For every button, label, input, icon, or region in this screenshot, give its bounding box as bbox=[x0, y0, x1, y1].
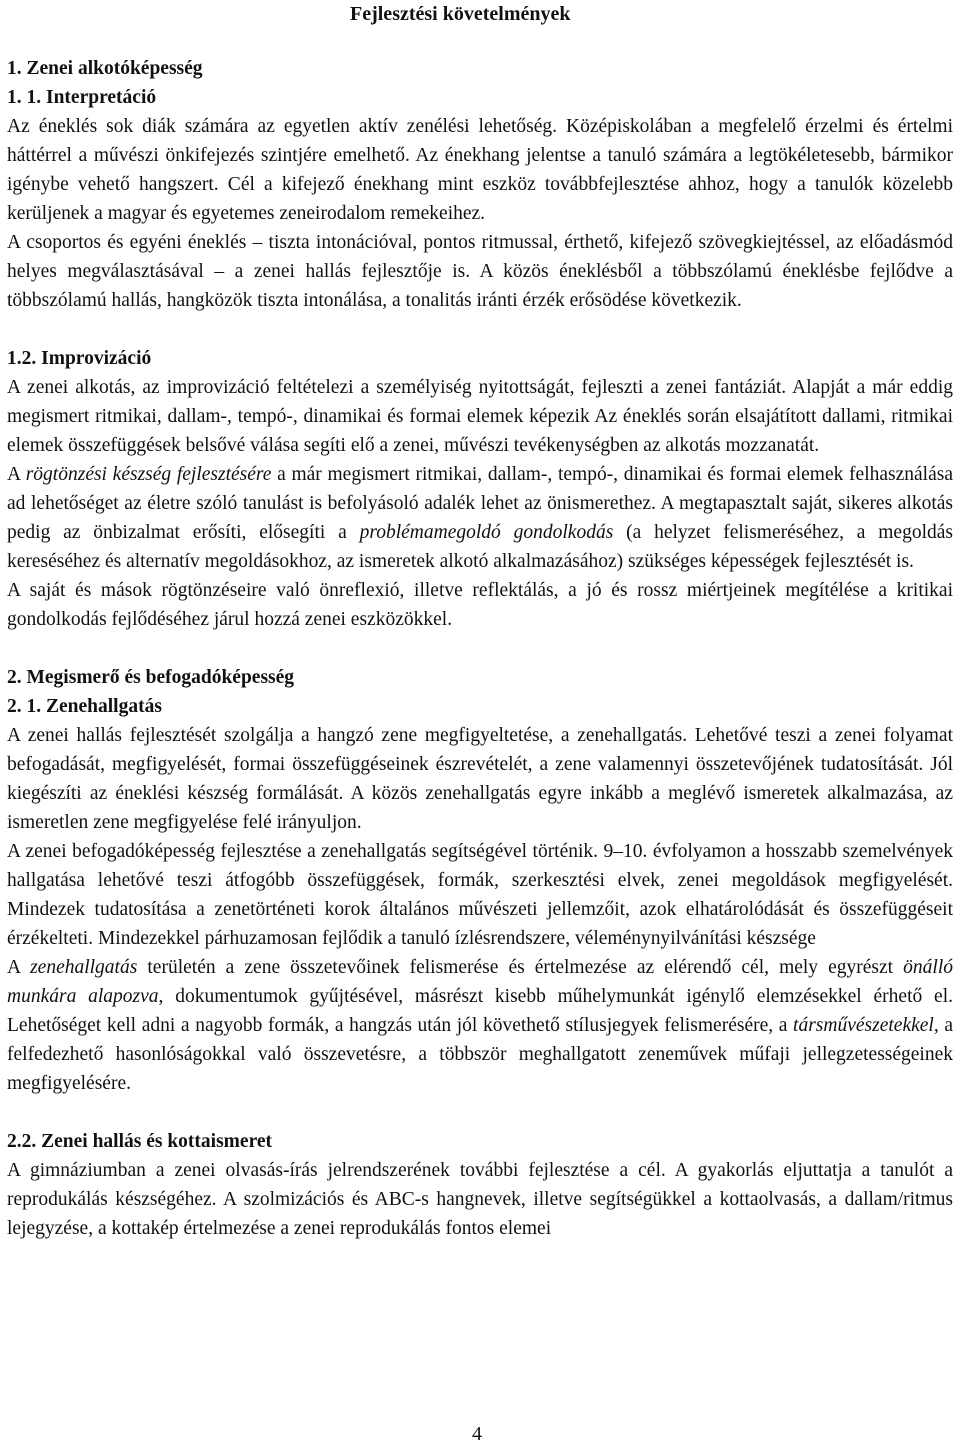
section-heading-1: 1. Zenei alkotóképesség bbox=[7, 58, 203, 79]
paragraph-notation-1: A gimnáziumban a zenei olvasás-írás jelrendszerének további fejlesztése a cél. A gyakorlás eljuttatja a tanulót a reprodukálás készségéhez. A szolmizációs és ABC-s hangnevek, illetve segítségükkel a kottaolvasás, a dallam/ritmus lejegyzése, a kottakép értelmezése a zenei reprodukálás fontos elemei bbox=[7, 1160, 953, 1239]
page-title: Fejlesztési követelmények bbox=[350, 3, 571, 25]
paragraph-interpretation-2: A csoportos és egyéni éneklés – tiszta intonációval, pontos ritmussal, érthető, kifejező szövegkiejtéssel, az előadásmód helyes megválasztásával – a zenei hallás fejlesztője is. A közös éneklésből a többszólamú éneklésbe fejlődve a többszólamú hallás, hangközök tiszta intonálása, a tonalitás iránti érzék erősödése következik. bbox=[7, 232, 953, 311]
paragraph-improvisation-2 bbox=[7, 460, 953, 576]
spacer bbox=[7, 1098, 953, 1127]
paragraph-improvisation-3: A saját és mások rögtönzéseire való önreflexió, illetve reflektálás, a jó és rossz miértjeinek megítélése a kritikai gondolkodás fejlődéséhez járul hozzá zenei eszközökkel. bbox=[7, 580, 953, 630]
subsection-heading-1-1: 1. 1. Interpretáció bbox=[7, 87, 157, 108]
paragraph-listening-3 bbox=[7, 953, 953, 1098]
text-run: A bbox=[7, 957, 31, 978]
italic-term: rögtönzési készség fejlesztésére bbox=[25, 464, 272, 485]
spacer bbox=[7, 634, 953, 663]
text-run: (a helyzet felismeréséhez, a megoldás kereséséhez és alternatív megoldásokhoz, az ismeretek alkotó alkalmazásához) szükséges képességek fejlesztését is. bbox=[7, 522, 954, 572]
subsection-heading-2-2: 2.2. Zenei hallás és kottaismeret bbox=[7, 1131, 273, 1152]
subsection-heading-2-1: 2. 1. Zenehallgatás bbox=[7, 696, 162, 717]
italic-term: problémamegoldó gondolkodás bbox=[359, 522, 614, 543]
document-body bbox=[7, 54, 953, 1243]
text-run: , dokumentumok gyűjtésével, másrészt kisebb műhelymunkát igénylő elemzésekkel érhető el. Lehetőséget kell adni a nagyobb formák, a hangzás után jól követhető stílusjegyek felismerésére, a bbox=[7, 986, 953, 1036]
paragraph-improvisation-1: A zenei alkotás, az improvizáció feltételezi a személyiség nyitottságát, fejleszti a zenei fantáziát. Alapját a már eddig megismert ritmikai, dallam-, tempó-, dinamikai és formai elemek képezik Az éneklés során elsajátított dallami, ritmikai elemek összefüggések belsővé válása segíti elő a zenei, művészi tevékenységben az alkotás mozzanatát. bbox=[7, 377, 953, 456]
subsection-heading-1-2: 1.2. Improvizáció bbox=[7, 348, 152, 369]
text-run: a felfedezhető hasonlóságokkal való összevetésre, a többször meghallgatott zeneművek műfaji jellegzetességeinek megfigyelésére. bbox=[7, 1015, 953, 1094]
paragraph-listening-2: A zenei befogadóképesség fejlesztése a zenehallgatás segítségével történik. 9–10. évfolyamon a hosszabb szemelvények hallgatása lehetővé teszi átfogóbb összefüggések, formák, szerkesztési elvek, zenei megoldások megfigyelését. Mindezek tudatosítása a zenetörténeti korok általános művészeti jellemzőit, azok elhatárolódását és összefüggéseit érzékelteti. Mindezekkel párhuzamosan fejlődik a tanuló ízlésrendszere, véleménynyilvánítási készsége bbox=[7, 841, 953, 949]
paragraph-interpretation-1: Az éneklés sok diák számára az egyetlen aktív zenélési lehetőség. Középiskolában a megfelelő érzelmi és értelmi háttérrel a művészi önkifejezés szintjére emelhető. Az énekhang jelentse a tanuló számára a legtökéletesebb, bármikor igénybe vehető hangszert. Cél a kifejező énekhang mint eszköz továbbfejlesztése ahhoz, hogy a tanulók közelebb kerüljenek a magyar és egyetemes zeneirodalom remekeihez. bbox=[7, 116, 953, 224]
text-run: a már megismert ritmikai, dallam-, tempó-, dinamikai és formai elemek felhasználása ad lehetőséget az életre szóló tanulást is befolyásoló adalék lehet az önismerethez. A megtapasztalt saját, sikeres alkotás pedig az önbizalmat erősíti, elősegíti a bbox=[7, 464, 953, 543]
italic-term: önálló munkára alapozva bbox=[7, 957, 953, 1007]
italic-term: társművészetekkel, bbox=[793, 1015, 939, 1036]
italic-term: zenehallgatás bbox=[30, 957, 138, 978]
spacer bbox=[7, 315, 953, 344]
text-run: területén a zene összetevőinek felismerése és értelmezése az elérendő cél, mely egyrészt bbox=[137, 957, 904, 978]
section-heading-2: 2. Megismerő és befogadóképesség bbox=[7, 667, 295, 688]
text-run: A bbox=[7, 464, 26, 485]
paragraph-listening-1: A zenei hallás fejlesztését szolgálja a hangzó zene megfigyeltetése, a zenehallgatás. Lehetővé teszi a zenei folyamat befogadását, megfigyelését, formai összefüggéseinek észrevételét, a zene valamennyi összetevőjének tudatosítását. Jól kiegészíti az éneklési készség formálását. A közös zenehallgatás egyre inkább a meglévő ismeretek alkalmazása, az ismeretlen zene megfigyelése felé irányuljon. bbox=[7, 725, 953, 833]
page-number: 4 bbox=[472, 1423, 482, 1445]
